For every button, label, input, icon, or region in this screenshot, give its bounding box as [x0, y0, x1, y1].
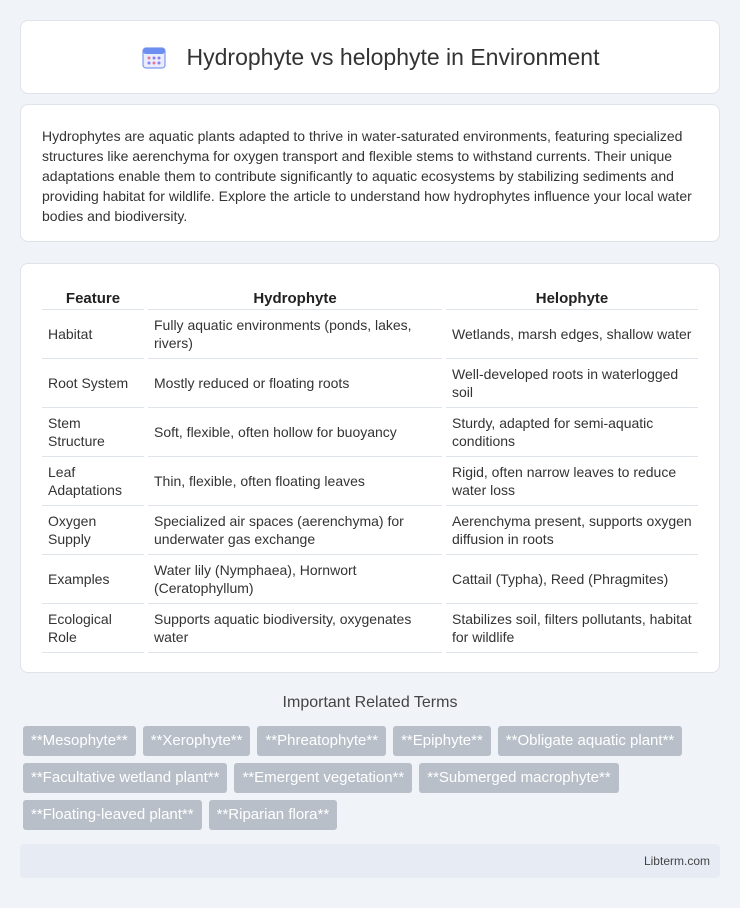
cell-feature: Habitat — [42, 310, 144, 359]
related-term-tag[interactable]: **Phreatophyte** — [257, 726, 386, 756]
table-row — [42, 310, 698, 359]
cell-hydrophyte: Specialized air spaces (aerenchyma) for underwater gas exchange — [148, 506, 442, 555]
cell-helophyte: Sturdy, adapted for semi-aquatic conditions — [446, 408, 698, 457]
cell-hydrophyte: Mostly reduced or floating roots — [148, 359, 442, 408]
comparison-table — [38, 284, 702, 653]
footer-site-link[interactable]: Libterm.com — [643, 854, 710, 868]
header-feature: Feature — [42, 284, 144, 310]
title-wrap — [21, 21, 719, 93]
cell-hydrophyte: Soft, flexible, often hollow for buoyancy — [148, 408, 442, 457]
related-terms-list — [23, 726, 703, 830]
related-term-tag[interactable]: **Facultative wetland plant** — [23, 763, 227, 793]
cell-hydrophyte: Fully aquatic environments (ponds, lakes, rivers) — [148, 310, 442, 359]
cell-feature: Ecological Role — [42, 604, 144, 653]
cell-feature: Oxygen Supply — [42, 506, 144, 555]
table-row — [42, 457, 698, 506]
intro-text: Hydrophytes are aquatic plants adapted to thrive in water-saturated environments, featuring specialized structures like aerenchyma for oxygen transport and flexible stems to withstand currents. Their unique adaptations enable them to contribute significantly to aquatic ecosystems by stabilizing sediments and providing habitat for wildlife. Explore the article to understand how hydrophytes influence your local water bodies and biodiversity. — [42, 128, 692, 224]
page-title: Hydrophyte vs helophyte in Environment — [186, 43, 600, 70]
table-row — [42, 359, 698, 408]
cell-helophyte: Cattail (Typha), Reed (Phragmites) — [446, 555, 698, 604]
header-helophyte: Helophyte — [446, 284, 698, 310]
comparison-card — [20, 263, 720, 673]
cell-helophyte: Rigid, often narrow leaves to reduce water loss — [446, 457, 698, 506]
cell-hydrophyte: Thin, flexible, often floating leaves — [148, 457, 442, 506]
related-term-tag[interactable]: **Emergent vegetation** — [234, 763, 412, 793]
title-card — [20, 20, 720, 94]
table-row — [42, 408, 698, 457]
cell-feature: Stem Structure — [42, 408, 144, 457]
table-row — [42, 555, 698, 604]
cell-hydrophyte: Supports aquatic biodiversity, oxygenates water — [148, 604, 442, 653]
cell-helophyte: Wetlands, marsh edges, shallow water — [446, 310, 698, 359]
related-term-tag[interactable]: **Xerophyte** — [143, 726, 251, 756]
cell-feature: Root System — [42, 359, 144, 408]
cell-feature: Examples — [42, 555, 144, 604]
cell-helophyte: Stabilizes soil, filters pollutants, habitat for wildlife — [446, 604, 698, 653]
related-term-tag[interactable]: **Mesophyte** — [23, 726, 136, 756]
calendar-icon — [141, 44, 167, 70]
header-hydrophyte: Hydrophyte — [148, 284, 442, 310]
cell-feature: Leaf Adaptations — [42, 457, 144, 506]
table-header-row — [42, 284, 698, 310]
intro-card — [20, 104, 720, 242]
table-row — [42, 506, 698, 555]
cell-hydrophyte: Water lily (Nymphaea), Hornwort (Ceratophyllum) — [148, 555, 442, 604]
related-terms-title: Important Related Terms — [282, 694, 458, 711]
table-row — [42, 604, 698, 653]
related-term-tag[interactable]: **Riparian flora** — [209, 800, 338, 830]
related-term-tag[interactable]: **Submerged macrophyte** — [419, 763, 618, 793]
cell-helophyte: Aerenchyma present, supports oxygen diffusion in roots — [446, 506, 698, 555]
cell-helophyte: Well-developed roots in waterlogged soil — [446, 359, 698, 408]
footer — [20, 844, 720, 878]
related-term-tag[interactable]: **Obligate aquatic plant** — [498, 726, 682, 756]
related-term-tag[interactable]: **Floating-leaved plant** — [23, 800, 202, 830]
related-term-tag[interactable]: **Epiphyte** — [393, 726, 491, 756]
